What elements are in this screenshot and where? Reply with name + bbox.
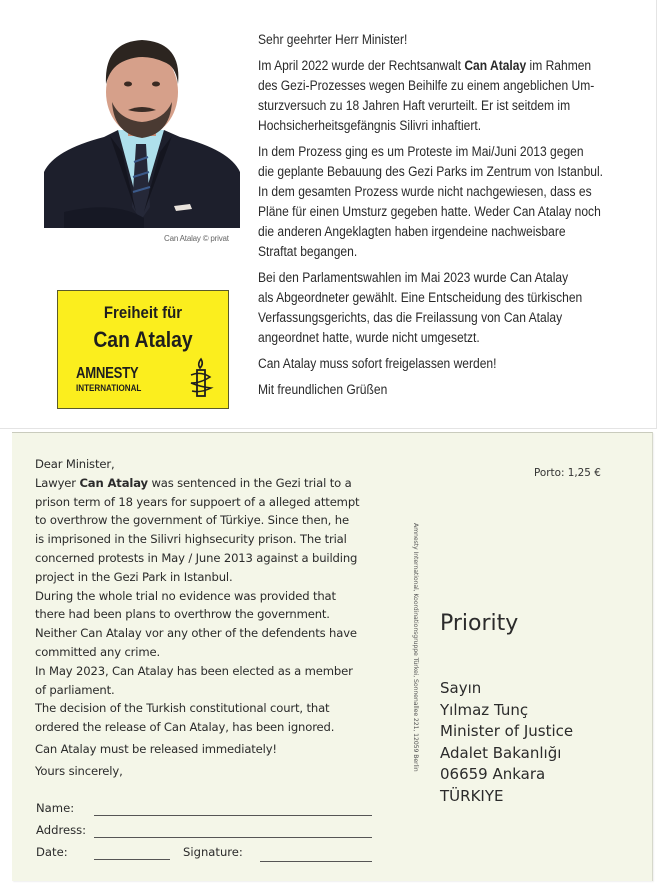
german-closing: Mit freundlichen Grüßen — [258, 382, 388, 397]
english-closing: Yours sincerely, — [35, 763, 123, 778]
portrait-photo — [44, 22, 240, 228]
sticker-line-2: Can Atalay — [93, 327, 193, 352]
sticker-line-1: Freiheit für — [103, 303, 183, 322]
english-demand: Can Atalay must be released immediately! — [35, 741, 277, 756]
recipient-line: Minister of Justice — [440, 722, 574, 740]
german-letter — [258, 30, 648, 406]
signature-label: Signature: — [183, 845, 243, 859]
english-line: project in the Gezi Park in Istanbul. — [35, 569, 233, 584]
amnesty-logo-text: AMNESTY — [76, 365, 139, 382]
priority-label: Priority — [440, 611, 519, 636]
english-line: In May 2023, Can Atalay has been elected as a member — [35, 663, 353, 678]
date-label: Date: — [36, 845, 68, 859]
recipient-line: Adalet Bakanlığı — [440, 743, 562, 762]
english-line: of parliament. — [35, 682, 115, 697]
german-paragraph-2: In dem Prozess ging es um Proteste im Mai/Juni 2013 gegen die geplante Bebauung des Gezi Parks im Zentrum von Istanbul. In dem gesamten Prozess wurde nicht nachgewiesen, dass es Pläne für einen Umsturz gegeben hatte. Weder Can Atalay noch die anderen Angeklagten haben irgendeine nachweisbare Straftat begangen. — [258, 144, 604, 259]
photo-caption: Can Atalay © privat — [164, 234, 229, 243]
address-field[interactable] — [94, 837, 372, 838]
recipient-line: 06659 Ankara — [440, 765, 546, 783]
english-salutation: Dear Minister, — [35, 457, 115, 471]
recipient-line: Sayın — [440, 679, 482, 697]
name-field[interactable] — [94, 815, 372, 816]
candle-barbed-wire-icon — [188, 357, 214, 399]
german-appeal-card — [0, 0, 657, 429]
sender-address-vertical — [403, 523, 419, 793]
name-label: Name: — [36, 801, 75, 815]
postage-label: Porto: 1,25 € — [534, 467, 601, 479]
english-line: there had been plans to overthrow the government. — [35, 607, 330, 622]
freedom-sticker — [57, 290, 229, 409]
english-line: to overthrow the government of Türkiye. Since then, he — [35, 513, 349, 528]
english-line: Neither Can Atalay vor any other of the defendents have — [35, 626, 357, 641]
signature-field[interactable] — [260, 861, 372, 862]
recipient-address — [440, 678, 573, 807]
english-line: concerned protests in May / June 2013 against a building — [35, 550, 358, 565]
p1-bold-name: Can Atalay — [464, 58, 527, 73]
p1-text: Im April 2022 wurde der Rechtsanwalt — [258, 58, 465, 73]
english-line-1 — [35, 474, 395, 493]
l1-text: Lawyer — [35, 475, 80, 490]
english-line: During the whole trial no evidence was provided that — [35, 588, 336, 603]
recipient-line: Yılmaz Tunç — [440, 700, 529, 719]
l1-text-rest: was sentenced in the Gezi trial to a — [147, 475, 352, 490]
l1-bold-name: Can Atalay — [79, 475, 148, 490]
recipient-line: TÜRKIYE — [440, 786, 504, 805]
german-paragraph-1 — [258, 56, 648, 136]
english-line: is imprisoned in the Silivri highsecurity prison. The trial — [35, 532, 347, 547]
german-salutation: Sehr geehrter Herr Minister! — [258, 32, 408, 47]
address-label: Address: — [36, 823, 87, 837]
portrait-illustration — [44, 22, 240, 228]
german-paragraph-3: Bei den Parlamentswahlen im Mai 2023 wurde Can Atalay als Abgeordneter gewählt. Eine Entscheidung des türkischen Verfassungsgerichts, das die Freilassung von Can Atalay angeordnet hatte, wurde nicht umgesetzt. — [258, 270, 583, 345]
english-line: prison term of 18 years for suppoert of a alleged attempt — [35, 494, 360, 509]
english-letter — [35, 455, 395, 781]
german-demand: Can Atalay muss sofort freigelassen werden! — [258, 356, 497, 371]
english-line: committed any crime. — [35, 644, 161, 659]
english-line: The decision of the Turkish constitutional court, that — [35, 701, 330, 716]
international-logo-text: INTERNATIONAL — [76, 383, 142, 394]
sender-address-text: Amnesty International, Koordinationsgruppe Türkei, Sonnenallee 221, 12059 Berlin — [412, 523, 419, 772]
date-field[interactable] — [94, 859, 170, 860]
p1-text-rest: im Rahmen des Gezi-Prozesses wegen Beihilfe zu einem angeblichen Um- sturzversuch zu 18 Jahren Haft verurteilt. Er ist seitdem im Hochsicherheitsgefängnis Silivri inhaftiert. — [258, 58, 595, 133]
english-postcard — [12, 432, 653, 881]
english-line: ordered the release of Can Atalay, has been ignored. — [35, 720, 335, 735]
